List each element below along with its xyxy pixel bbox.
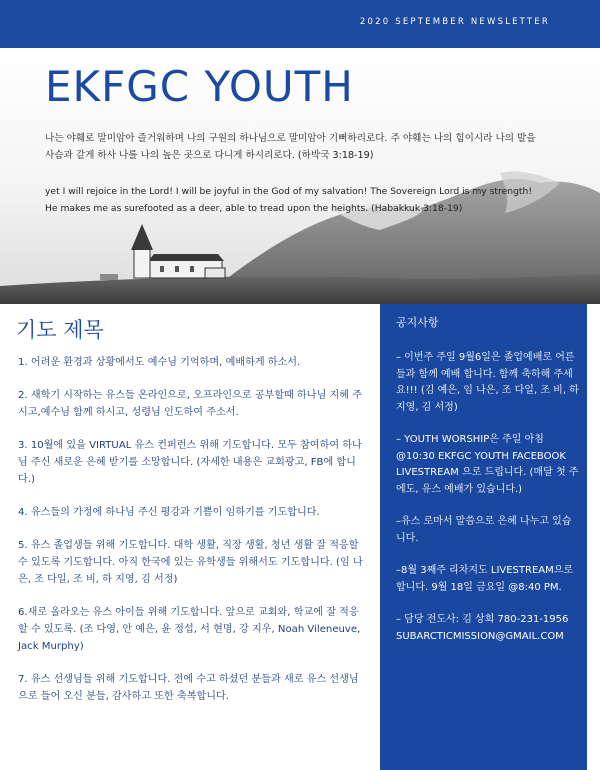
announcement-list [396,350,581,661]
hero-banner [0,48,600,304]
announcements-panel [380,304,587,770]
prayer-item: 5. 유스 졸업생들 위해 기도합니다. 대학 생활, 직장 생활, 청년 생활 잘 적응할 수 있도록 기도합니다. 아직 한국에 있는 유학생들 위해서도 기도합니다. (임 나은, 조 다일, 조 비, 하 지영, 김 서정) [18,540,363,585]
prayer-item: 7. 유스 선생님들 위해 기도합니다. 전에 수고 하셨던 분들과 새로 유스 선생님으로 들어 오신 분들, 감사하고 또한 축복합니다. [18,674,359,702]
prayer-requests-section [0,304,372,770]
announcement-item: – 담당 전도사: 김 상희 780-231-1956 SUBARCTICMISSION@GMAIL.COM [396,614,569,642]
prayer-item: 6.새로 올라오는 유스 아이들 위해 기도합니다. 앞으로 교회와, 학교에 잘 적응할 수 있도록. (조 다영, 안 예은, 윤 정섭, 서 현명, 강 지우, Noah Vileneuve, Jack Murphy) [18,607,361,652]
prayer-item: 2. 새학기 시작하는 유스들 온라인으로, 오프라인으로 공부할때 하나님 지혜 주시고,예수님 함께 하시고, 성령님 인도하여 주소서. [18,390,362,418]
korean-bible-verse: 나는 야훼로 말미암아 즐거워하며 나의 구원의 하나님으로 말미암아 기뻐하리로다. 주 야훼는 나의 힘이시라 나의 발을 사슴과 같게 하사 나를 나의 높은 곳으로 다니게 하시리로다. (하박국 3:18-19) [45,133,536,161]
announcement-item: – 이번주 주일 9월6일은 졸업예배로 어른들과 함께 예배 합니다. 함께 축하해 주세 요!!! (김 예은, 임 나은, 조 다일, 조 비, 하 지영, 김 서정) [396,352,579,413]
prayer-list [18,354,368,721]
prayer-heading: 기도 제목 [16,318,104,342]
announcement-item: –8월 3째주 리차지도 LIVESTREAM으로 합니다. 9월 18일 금요일 @8:40 PM. [396,565,574,593]
announcement-item: –유스 로마서 말씀으로 은혜 나누고 있습니다. [396,516,572,544]
newsletter-title: EKFGC YOUTH [45,62,354,111]
prayer-item: 3. 10월에 있을 VIRTUAL 유스 컨퍼런스 위해 기도합니다. 모두 참여하여 하나님 주신 새로운 은혜 받기를 소망합니다. (자세한 내용은 교회광고, FB에 합니다.) [18,440,362,485]
newsletter-header-bar [0,0,600,48]
announcements-heading: 공지사항 [396,316,439,329]
english-bible-verse: yet I will rejoice in the Lord! I will be joyful in the God of my salvation! The Sovereign Lord is my strength! He makes me as surefooted as a deer, able to tread upon the heights. (Habakkuk 3:18-19) [45,186,533,214]
announcement-item: – YOUTH WORSHIP은 주일 아침 @10:30 EKFGC YOUTH FACEBOOK LIVESTREAM 으로 드립니다. (매달 첫 주에도, 유스 예배가 있습니다.) [396,434,579,495]
newsletter-date-label: 2020 SEPTEMBER NEWSLETTER [359,17,550,27]
prayer-item: 4. 유스들의 가정에 하나님 주신 평강과 기쁨이 임하기를 기도합니다. [18,507,320,518]
column-divider [372,304,380,770]
prayer-item: 1. 어려운 환경과 상황에서도 예수님 기억하며, 예배하게 하소서. [18,357,301,368]
